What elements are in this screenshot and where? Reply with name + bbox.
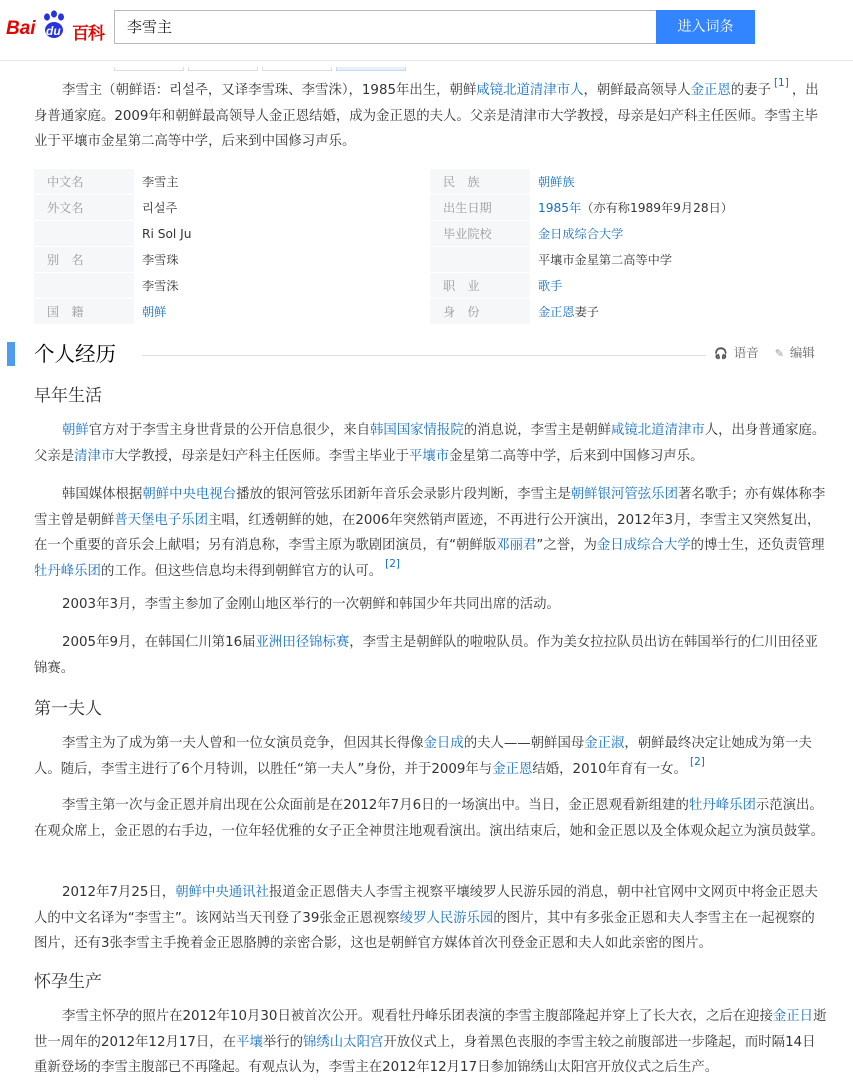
inline-link[interactable]: 金日成 (423, 736, 464, 751)
info-value (538, 221, 623, 247)
info-value-link[interactable]: 1985年 (538, 201, 582, 215)
info-value-text: 李雪洙 (142, 279, 179, 293)
paragraph-text: 著名歌手；亦有媒体称李雪主曾是朝鲜 (34, 487, 826, 528)
paragraph-text: 李雪主为了成为第一夫人曾和一位女演员竞争，但因其长得像 (62, 736, 424, 751)
info-row (34, 195, 424, 221)
link-kim-jong-un[interactable]: 金正恩 (690, 83, 731, 98)
first-lady-paragraph-1 (34, 731, 828, 782)
inline-link[interactable]: 邓丽君 (496, 538, 537, 553)
paragraph-text: 的博士生，还负责管理 (690, 538, 825, 553)
info-value-link[interactable]: 朝鲜 (142, 305, 167, 319)
info-row (34, 169, 424, 195)
paragraph-text: 李雪主怀孕的照片在2012年10月30日被首次公开。观看牡丹峰乐团表演的李雪主腹部隆起并穿上了长大衣，之后在迎接 (62, 1009, 773, 1024)
inline-link[interactable]: 金日成综合大学 (596, 538, 691, 553)
info-value (538, 299, 599, 325)
basic-info-right-column (430, 169, 820, 325)
entry-tab-active[interactable] (336, 67, 406, 71)
baidu-baike-logo[interactable] (6, 10, 106, 44)
paragraph-text: ，李雪主是朝鲜队的啦啦队员。作为美女拉拉队员出访在韩国举行的仁川田径亚锦赛。 (34, 635, 818, 676)
info-row (430, 299, 820, 325)
paragraph-text: 韩国媒体根据 (62, 487, 143, 502)
info-key: 出生日期 (430, 195, 530, 220)
voice-button[interactable]: 语音 (733, 345, 759, 360)
info-key: 外文名 (34, 195, 134, 220)
first-lady-paragraph-2 (34, 793, 828, 844)
early-paragraph-3: 2003年3月，李雪主参加了金刚山地区举行的一次朝鲜和韩国少年共同出席的活动。 (62, 597, 560, 612)
info-key: 身 份 (430, 299, 530, 324)
summary-section (34, 66, 828, 155)
inline-link[interactable]: 金正恩 (492, 761, 533, 777)
subsection-title-first-lady: 第一夫人 (34, 699, 102, 719)
paragraph-text: 官方对于李雪主身世背景的公开信息很少，来自 (88, 423, 370, 438)
info-value-extra: 妻子 (574, 305, 599, 319)
info-value-link[interactable]: 金正恩 (538, 305, 575, 319)
paragraph-text: 播放的银河管弦乐团新年音乐会录影片段判断，李雪主是 (236, 487, 571, 502)
top-divider (0, 60, 853, 61)
paragraph-text: ，朝鲜最终决定让她成为第一夫人。随后，李雪主进行了6个月特训，以胜任“第一夫人”身份，并于2009年与 (34, 736, 812, 777)
basic-info-left-column (34, 169, 424, 325)
info-key: 中文名 (34, 169, 134, 194)
logo-du-text: du (46, 24, 61, 38)
info-value-text: 리설주 (142, 201, 178, 215)
first-lady-paragraph-3 (34, 880, 828, 957)
info-value (538, 273, 562, 299)
paragraph-text: ”之誉，为 (536, 538, 597, 553)
info-value-text: 李雪主 (142, 175, 179, 189)
paragraph-text: 的工作。但这些信息均未得到朝鲜官方的认可。 (100, 563, 383, 579)
info-value-extra: （亦有称1989年9月28日） (581, 201, 733, 215)
info-value-link[interactable]: 歌手 (538, 279, 563, 293)
top-bar (0, 0, 853, 60)
paragraph-text: 逝世一周年的2012年12月17日，在 (34, 1009, 827, 1050)
info-value-link[interactable]: 朝鲜族 (538, 175, 575, 189)
entry-tab[interactable] (262, 67, 332, 71)
paragraph-text: 金星第二高等中学，后来到中国修习声乐。 (449, 448, 704, 464)
subsection-title-pregnancy: 怀孕生产 (34, 972, 102, 992)
entry-tabs (114, 56, 754, 62)
inline-link[interactable]: 平壤 (236, 1034, 263, 1050)
info-value (538, 195, 733, 221)
inline-link[interactable]: 金正淑 (584, 736, 625, 751)
info-value (538, 169, 575, 195)
edit-button[interactable]: 编辑 (789, 345, 815, 360)
link-qingjin[interactable]: 咸镜北道清津市人 (476, 83, 584, 98)
info-value (142, 247, 179, 273)
inline-link[interactable]: 朝鲜中央电视台 (142, 487, 237, 502)
early-paragraph-4 (34, 630, 828, 681)
paragraph-text: 李雪主第一次与金正恩并肩出现在公众面前是在2012年7月6日的一场演出中。当日，金正恩观看新组建的 (62, 798, 689, 813)
enter-entry-button[interactable]: 进入词条 (656, 10, 755, 44)
reference-mark[interactable]: [2] (689, 755, 705, 768)
paragraph-text: 开放仪式上，身着黑色丧服的李雪主较之前腹部进一步隆起，而时隔14日重新登场的李雪主腹部已不再隆起。有观点认为，李雪主在2012年12月17日参加锦绣山太阳宫开放仪式之后生产。 (34, 1034, 816, 1075)
summary-text: 李雪主（朝鲜语：리설주，又译李雪珠、李雪洙），1985年出生，朝鲜 (62, 83, 477, 98)
inline-link[interactable]: 朝鲜中央通讯社 (175, 885, 269, 900)
inline-link[interactable]: 韩国国家情报院 (369, 423, 464, 438)
info-row (430, 247, 820, 273)
inline-link[interactable]: 亚洲田径锦标赛 (255, 635, 350, 650)
section-tools (714, 343, 815, 361)
inline-link[interactable]: 朝鲜 (62, 423, 89, 438)
paragraph-text: 的图片，其中有多张金正恩和夫人李雪主在一起视察的图片，还有3张李雪主手挽着金正恩胳膊的亲密合影，这也是朝鲜官方媒体首次刊登金正恩和夫人如此亲密的图片。 (34, 910, 815, 951)
inline-link[interactable]: 咸镜北道清津市 (611, 423, 705, 438)
inline-link[interactable]: 平壤市 (408, 448, 450, 464)
search-input[interactable]: 李雪主 (114, 10, 656, 44)
info-row (430, 195, 820, 221)
paragraph-text: 大学教授，母亲是妇产科主任医师。李雪主毕业于 (114, 448, 409, 464)
logo-bai-text: Bai (6, 18, 36, 39)
paragraph-text: 举行的 (262, 1034, 304, 1050)
info-value (142, 195, 177, 221)
section-marker (7, 342, 15, 366)
summary-text: 的妻子 (730, 83, 771, 98)
info-key: 职 业 (430, 273, 530, 298)
pencil-icon[interactable]: ✎ (774, 347, 784, 360)
entry-tab[interactable] (114, 67, 184, 71)
info-value (142, 299, 166, 325)
summary-text: ，出身普通家庭。2009年和朝鲜最高领导人金正恩结婚，成为金正恩的夫人。父亲是清津市大学教授，母亲是妇产科主任医师。李雪主毕业于平壤市金星第二高等中学，后来到中国修习声乐。 (34, 83, 819, 149)
reference-mark[interactable]: [1] (773, 77, 789, 89)
section-title: 个人经历 (34, 342, 116, 366)
info-value (142, 169, 179, 195)
paragraph-text: 结婚，2010年育有一女。 (532, 761, 687, 777)
info-key (34, 221, 134, 246)
inline-link[interactable]: 绫罗人民游乐园 (399, 910, 494, 926)
entry-tab[interactable] (188, 67, 258, 71)
inline-link[interactable]: 锦绣山太阳宫 (303, 1034, 384, 1050)
info-value (538, 247, 672, 273)
inline-link[interactable]: 普天堡电子乐团 (114, 512, 209, 528)
inline-link[interactable]: 清津市 (74, 448, 115, 464)
inline-link[interactable]: 朝鲜银河管弦乐团 (570, 487, 678, 502)
paragraph-text: 人，出身普通家庭。父亲是 (34, 423, 826, 464)
inline-link[interactable]: 牡丹峰乐团 (688, 798, 756, 813)
info-key: 国 籍 (34, 299, 134, 324)
section-heading (0, 340, 853, 370)
paragraph-text: 的消息说，李雪主是朝鲜 (463, 423, 612, 438)
info-row (34, 299, 424, 325)
info-value-link[interactable]: 金日成综合大学 (538, 227, 624, 241)
info-row (34, 273, 424, 299)
summary-text: ，朝鲜最高领导人 (583, 83, 691, 98)
info-key (34, 273, 134, 298)
section-divider (142, 355, 706, 356)
info-key: 别 名 (34, 247, 134, 272)
info-row (430, 221, 820, 247)
headphones-icon[interactable]: 🎧 (714, 347, 728, 360)
subsection-title-early-life: 早年生活 (34, 386, 102, 406)
info-key: 民 族 (430, 169, 530, 194)
info-value-text: 平壤市金星第二高等中学 (538, 253, 673, 267)
summary-paragraph (34, 78, 828, 155)
early-paragraph-2 (34, 482, 828, 584)
info-row (34, 247, 424, 273)
logo-baike-text: 百科 (72, 24, 104, 44)
basic-info-table (34, 169, 828, 325)
paragraph-text: 主唱，红透朝鲜的她，在2006年突然销声匿迹，不再进行公开演出，2012年3月，李雪主又突然复出，在一个重要的音乐会上献唱；另有消息称，李雪主原为歌剧团演员，有“朝鲜版 (34, 512, 821, 553)
reference-mark[interactable]: [2] (385, 557, 401, 570)
info-key (430, 247, 530, 272)
paragraph-text: 示范演出。在观众席上，金正恩的右手边，一位年轻优雅的女子正全神贯注地观看演出。演出结束后，她和金正恩以及全体观众起立为演员鼓掌。 (34, 798, 825, 839)
info-value (142, 273, 179, 299)
info-row (34, 221, 424, 247)
paragraph-text: 2012年7月25日， (62, 885, 176, 900)
paragraph-text: 2005年9月，在韩国仁川第16届 (62, 635, 256, 650)
info-key: 毕业院校 (430, 221, 530, 246)
inline-link[interactable]: 牡丹峰乐团 (34, 563, 101, 579)
info-value (142, 221, 192, 247)
info-value-text: 李雪珠 (142, 253, 179, 267)
inline-link[interactable]: 金正日 (772, 1009, 814, 1024)
paragraph-text: 的夫人——朝鲜国母 (463, 736, 585, 751)
early-paragraph-1 (34, 418, 828, 469)
info-row (430, 273, 820, 299)
pregnancy-paragraph-1 (34, 1004, 828, 1081)
paragraph-text: 报道金正恩偕夫人李雪主视察平壤绫罗人民游乐园的消息，朝中社官网中文网页中将金正恩夫人的中文名译为“李雪主”。该网站当天刊登了39张金正恩视察 (34, 885, 818, 926)
info-row (430, 169, 820, 195)
info-value-text: Ri Sol Ju (142, 227, 192, 241)
